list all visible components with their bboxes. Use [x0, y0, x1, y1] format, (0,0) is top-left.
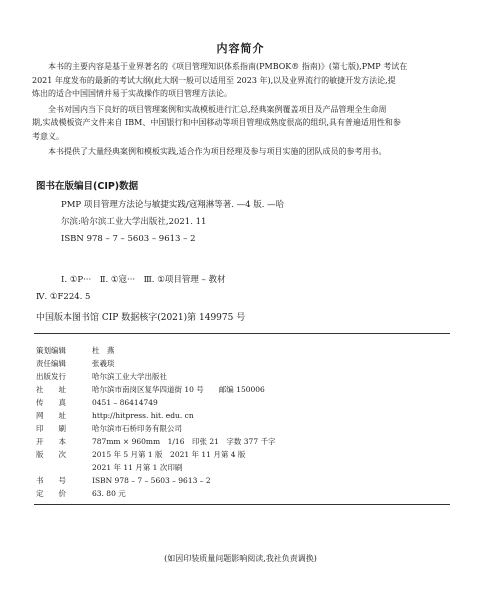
credit-label: 印 刷 — [36, 424, 66, 433]
credit-row — [36, 383, 275, 396]
credit-row — [36, 357, 275, 370]
cip-title: 图书在版编目(CIP)数据 — [36, 181, 139, 192]
cip-line: 尔滨:哈尔滨工业大学出版社,2021. 11 — [61, 217, 207, 227]
credit-value: 哈尔滨市石桥印务有限公司 — [92, 424, 182, 433]
divider-top — [34, 333, 450, 334]
summary-line: 期,实战模板资产文件来自 IBM、中国银行和中国移动等项目管理成熟度很高的组织,具有普遍适用性和参 — [32, 118, 401, 127]
credit-row — [36, 370, 275, 383]
credit-row — [36, 461, 275, 474]
cip-class-line: Ⅳ. ①F224. 5 — [36, 292, 91, 302]
credit-value: 张羲琰 — [92, 359, 115, 368]
credit-value: 哈尔滨市南岗区复华四道街 10 号 邮编 150006 — [92, 385, 265, 394]
credit-label: 版 次 — [36, 450, 66, 459]
credit-value: ISBN 978 – 7 – 5603 – 9613 – 2 — [92, 476, 211, 485]
content-summary — [32, 60, 456, 159]
cip-description — [61, 197, 284, 248]
credit-row — [36, 448, 275, 461]
summary-line: 全书对国内当下良好的项目管理案例和实战模板进行汇总,经典案例覆盖项目及产品管理全生命周 — [32, 104, 387, 114]
credit-value: http://hitpress. hit. edu. cn — [92, 411, 194, 420]
credit-label — [36, 461, 92, 474]
credit-label: 书 号 — [36, 476, 66, 485]
credit-value: 杜 燕 — [92, 346, 115, 355]
credit-value: 2021 年 11 月第 1 次印刷 — [92, 463, 183, 472]
summary-line: 本书的主要内容是基于业界著名的《项目管理知识体系指南(PMBOK® 指南)》(第七版),PMP 考试在 — [32, 62, 408, 71]
summary-line: 炼出的适合中国国情并易于实战操作的项目管理方法论。 — [32, 89, 232, 98]
credit-label: 定 价 — [36, 489, 66, 498]
summary-line: 考意义。 — [32, 131, 64, 141]
credit-row — [36, 344, 275, 357]
credit-value: 哈尔滨工业大学出版社 — [92, 372, 167, 381]
cip-catalog-number: 中国版本图书馆 CIP 数据核字(2021)第 149975 号 — [36, 313, 246, 323]
publication-credits — [36, 344, 275, 500]
summary-line: 2021 年度发布的最新的考试大纲(此大纲一般可以适用至 2023 年),以及业界流行的敏捷开发方法论,提 — [32, 75, 396, 85]
divider-bottom — [34, 504, 450, 505]
credit-row — [36, 474, 275, 487]
credit-value: 2015 年 5 月第 1 版 2021 年 11 月第 4 版 — [92, 450, 246, 459]
summary-line: 本书提供了大量经典案例和模板实践,适合作为项目经理及参与项目实施的团队成员的参考用书。 — [32, 147, 387, 156]
credit-label: 社 址 — [36, 385, 66, 394]
credit-value: 63. 80 元 — [92, 489, 126, 498]
credit-row — [36, 435, 275, 448]
cip-line: PMP 项目管理方法论与敏捷实践/寇翔淋等著. —4 版. —哈 — [61, 200, 285, 210]
credit-label: 传 真 — [36, 398, 66, 407]
credit-value: 0451 – 86414749 — [92, 398, 158, 407]
credit-row — [36, 409, 275, 422]
summary-heading: 内容简介 — [216, 42, 265, 55]
credit-row — [36, 396, 275, 409]
cip-class-line: Ⅰ. ①P··· Ⅱ. ①寇··· Ⅲ. ①项目管理 – 教材 — [61, 275, 226, 285]
credit-value: 787mm × 960mm 1/16 印张 21 字数 377 千字 — [92, 437, 276, 446]
credit-label: 网 址 — [36, 411, 66, 420]
credit-label: 责任编辑 — [36, 359, 66, 368]
credit-row — [36, 422, 275, 435]
cip-classification — [36, 272, 226, 306]
credit-label: 开 本 — [36, 437, 66, 446]
credit-label: 出版发行 — [36, 372, 66, 381]
print-quality-notice: (如因印装质量问题影响阅读,我社负责调换) — [164, 554, 317, 563]
credit-label: 策划编辑 — [36, 346, 66, 355]
credit-row — [36, 487, 275, 500]
cip-line: ISBN 978 – 7 – 5603 – 9613 – 2 — [61, 234, 196, 244]
